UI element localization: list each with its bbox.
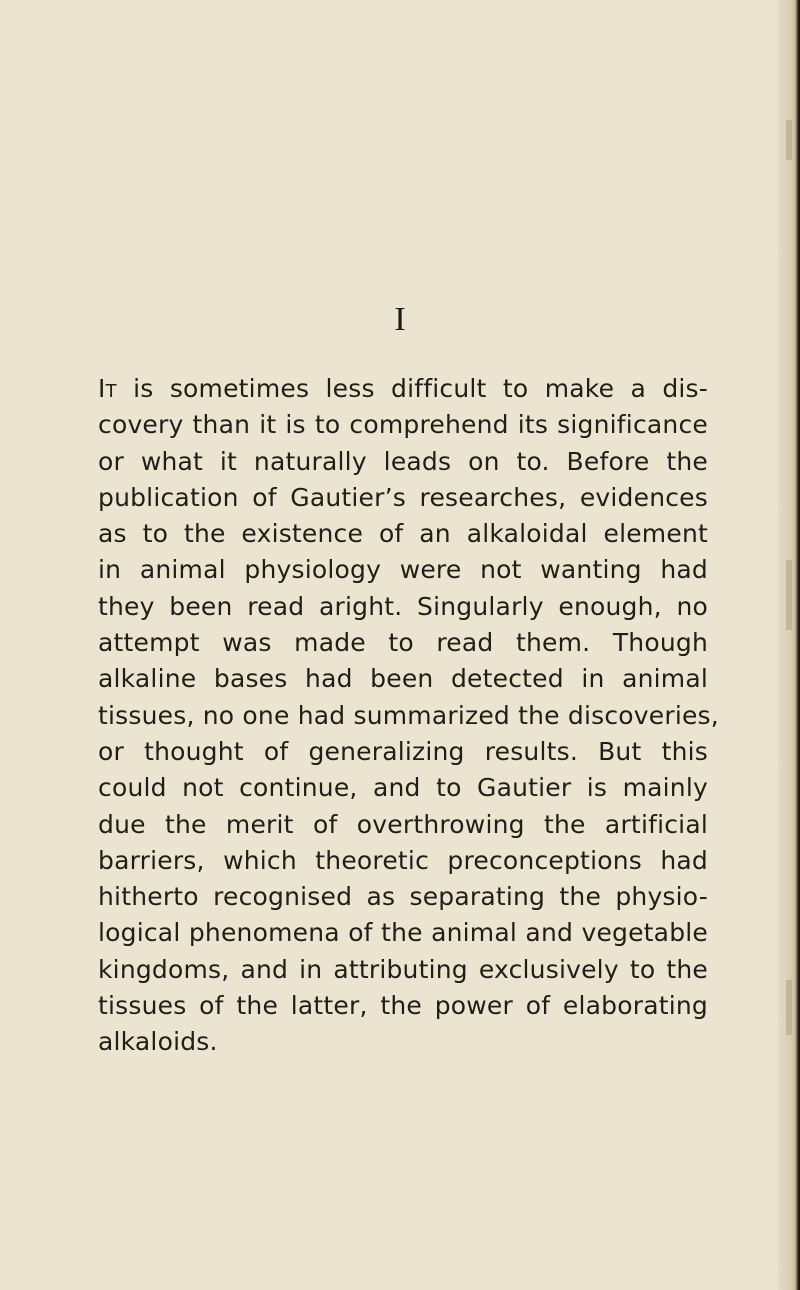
paragraph-line: or what it naturally leads on to. Before the <box>98 446 708 476</box>
paragraph-line: in animal physiology were not wanting had <box>98 555 708 585</box>
paragraph-line: could not continue, and to Gautier is mainly <box>98 773 708 803</box>
body-paragraph <box>98 371 719 1061</box>
paragraph-line: they been read aright. Singularly enough, no <box>98 591 708 621</box>
paper-edge-mark <box>786 980 792 1035</box>
paragraph-line: tissues of the latter, the power of elaborating <box>98 991 708 1021</box>
paragraph-line: or thought of generalizing results. But this <box>98 736 708 766</box>
paragraph-line: attempt was made to read them. Though <box>98 628 708 658</box>
page-edge-shadow <box>778 0 800 1290</box>
paper-edge-mark <box>786 560 792 630</box>
paragraph-line: due the merit of overthrowing the artificial <box>98 809 708 839</box>
paragraph-line: alkaloids. <box>98 1027 218 1057</box>
paragraph-line: alkaline bases had been detected in animal <box>98 664 708 694</box>
paragraph-line: barriers, which theoretic preconceptions had <box>98 845 708 875</box>
chapter-number: I <box>394 301 406 338</box>
paragraph-line: covery than it is to comprehend its significance <box>98 410 708 440</box>
drop-word: It <box>98 374 117 403</box>
paragraph-line: hitherto recognised as separating the physio- <box>98 882 708 912</box>
paragraph-line: as to the existence of an alkaloidal element <box>98 519 708 549</box>
paragraph-line: It is sometimes less difficult to make a dis- <box>98 374 708 403</box>
paragraph-line: publication of Gautier’s researches, evidences <box>98 482 708 512</box>
paragraph-line: logical phenomena of the animal and vegetable <box>98 918 708 948</box>
paragraph-line: kingdoms, and in attributing exclusively to the <box>98 954 708 984</box>
paragraph-line: tissues, no one had summarized the discoveries, <box>98 700 719 730</box>
paper-edge-mark <box>786 120 792 160</box>
